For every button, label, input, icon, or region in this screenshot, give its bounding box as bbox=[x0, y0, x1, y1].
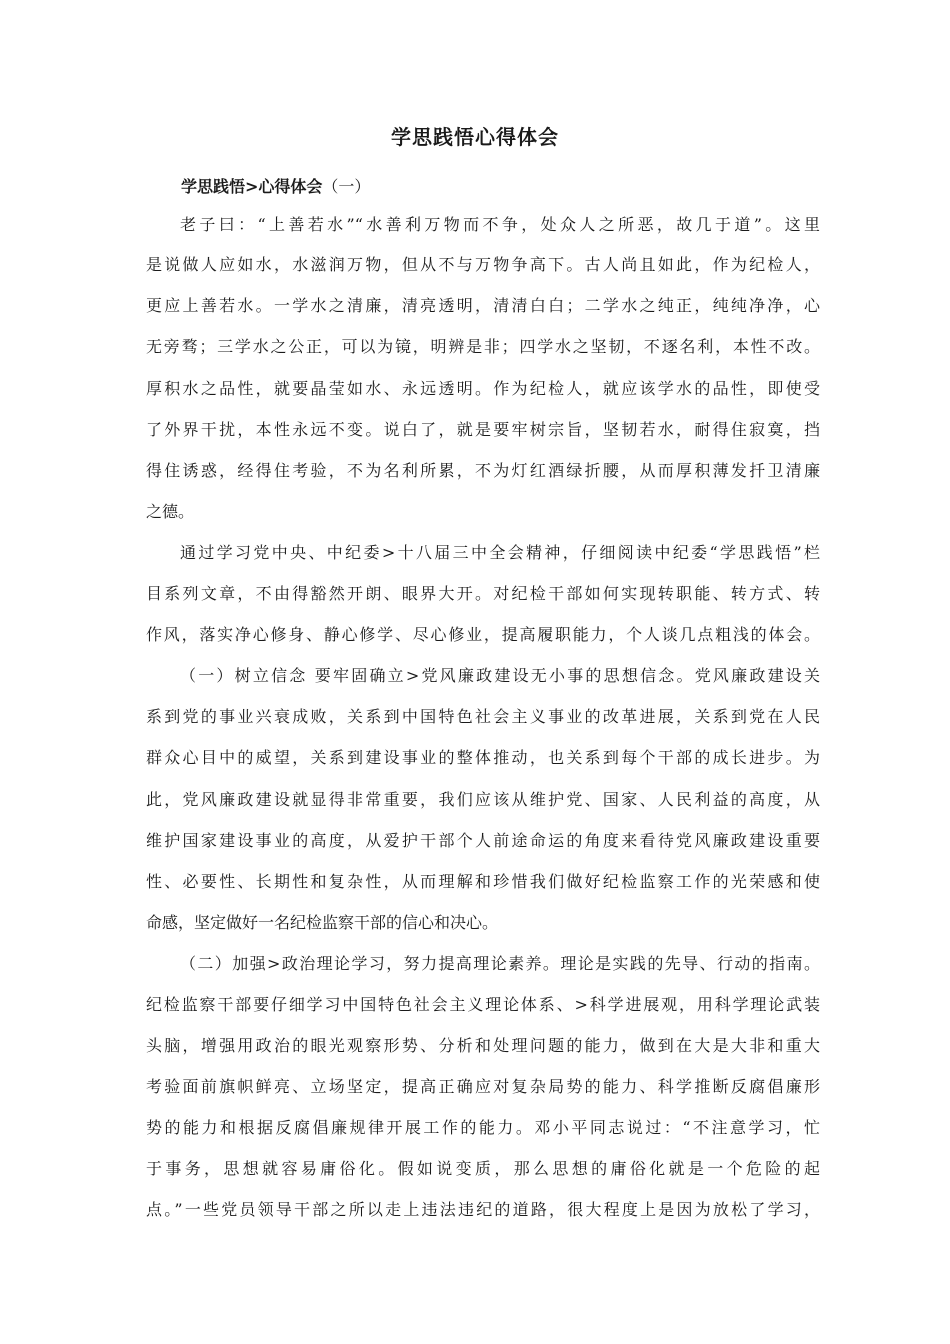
paragraph-line: 维护国家建设事业的高度，从爱护干部个人前途命运的角度来看待党风廉政建设重要 bbox=[146, 831, 820, 850]
paragraph-line: 无旁骛；三学水之公正，可以为镜，明辨是非；四学水之坚韧，不逐名利，本性不改。 bbox=[146, 337, 820, 356]
paragraph-line: 性、必要性、长期性和复杂性，从而理解和珍惜我们做好纪检监察工作的光荣感和使 bbox=[146, 872, 820, 891]
paragraph-line: （一）树立信念 要牢固确立>党风廉政建设无小事的思想信念。党风廉政建设关 bbox=[180, 666, 820, 685]
section-heading-number: （一） bbox=[322, 177, 371, 196]
paragraph-line: 势的能力和根据反腐倡廉规律开展工作的能力。邓小平同志说过：“不注意学习，忙 bbox=[146, 1118, 820, 1137]
paragraph-line: 命感，坚定做好一名纪检监察干部的信心和决心。 bbox=[146, 913, 499, 932]
document-title: 学思践悟心得体会 bbox=[391, 125, 559, 149]
paragraph-line: 作风，落实净心修身、静心修学、尽心修业，提高履职能力，个人谈几点粗浅的体会。 bbox=[146, 625, 820, 644]
paragraph-line: 之德。 bbox=[146, 502, 195, 521]
paragraph-line: 了外界干扰，本性永远不变。说白了，就是要牢树宗旨，坚韧若水，耐得住寂寞，挡 bbox=[146, 420, 820, 439]
section-heading-text: 学思践悟>心得体会 bbox=[181, 177, 323, 196]
paragraph-line: 厚积水之品性，就要晶莹如水、永远透明。作为纪检人，就应该学水的品性，即使受 bbox=[146, 379, 820, 398]
paragraph-line: （二）加强>政治理论学习，努力提高理论素养。理论是实践的先导、行动的指南。 bbox=[180, 954, 820, 973]
paragraph-line: 点。”一些党员领导干部之所以走上违法违纪的道路，很大程度上是因为放松了学习， bbox=[146, 1200, 820, 1219]
paragraph-line: 头脑，增强用政治的眼光观察形势、分析和处理问题的能力，做到在大是大非和重大 bbox=[146, 1036, 820, 1055]
paragraph-line: 是说做人应如水，水滋润万物，但从不与万物争高下。古人尚且如此，作为纪检人， bbox=[146, 255, 820, 274]
paragraph-line: 通过学习党中央、中纪委>十八届三中全会精神，仔细阅读中纪委“学思践悟”栏 bbox=[180, 543, 820, 562]
paragraph-line: 此，党风廉政建设就显得非常重要，我们应该从维护党、国家、人民利益的高度，从 bbox=[146, 790, 820, 809]
paragraph-line: 老子曰：“上善若水”“水善利万物而不争，处众人之所恶，故几于道”。这里 bbox=[180, 215, 820, 234]
paragraph-line: 考验面前旗帜鲜亮、立场坚定，提高正确应对复杂局势的能力、科学推断反腐倡廉形 bbox=[146, 1077, 820, 1096]
paragraph-line: 目系列文章，不由得豁然开朗、眼界大开。对纪检干部如何实现转职能、转方式、转 bbox=[146, 584, 820, 603]
paragraph-line: 更应上善若水。一学水之清廉，清亮透明，清清白白；二学水之纯正，纯纯净净，心 bbox=[146, 296, 820, 315]
paragraph-line: 群众心目中的威望，关系到建设事业的整体推动，也关系到每个干部的成长进步。为 bbox=[146, 748, 820, 767]
paragraph-line: 于事务，思想就容易庸俗化。假如说变质，那么思想的庸俗化就是一个危险的起 bbox=[146, 1159, 820, 1178]
paragraph-line: 系到党的事业兴衰成败，关系到中国特色社会主义事业的改革进展，关系到党在人民 bbox=[146, 707, 820, 726]
paragraph-line: 得住诱惑，经得住考验，不为名利所累，不为灯红酒绿折腰，从而厚积薄发扦卫清廉 bbox=[146, 461, 820, 480]
section-heading bbox=[181, 174, 370, 200]
paragraph-line: 纪检监察干部要仔细学习中国特色社会主义理论体系、>科学进展观，用科学理论武装 bbox=[146, 995, 820, 1014]
